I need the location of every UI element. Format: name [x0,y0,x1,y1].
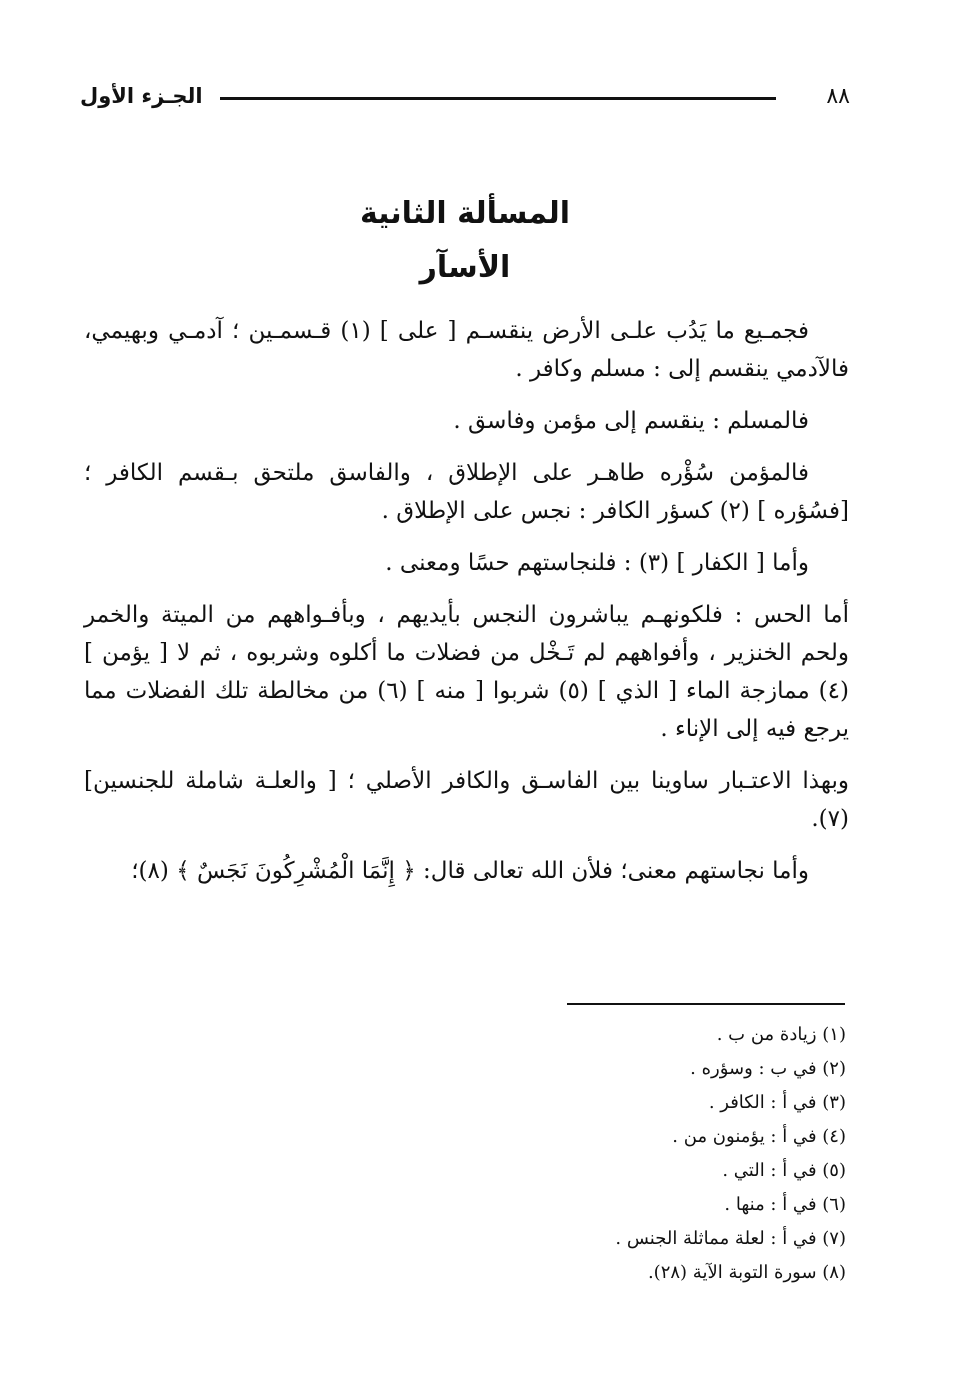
paragraph: وبهذا الاعتـبار ساوينا بين الفاسـق والكافر الأصلي ؛ [ والعلـة شاملة للجنسين] (٧). [84,768,849,832]
page-number: ٨٨ [826,84,850,109]
running-title: الجـزء الأول [80,84,203,108]
footnote: (٤) في أ : يؤمنون من . [672,1126,846,1147]
footnote: (٦) في أ : منها . [724,1194,846,1215]
footnote: (٣) في أ : الكافر . [708,1092,846,1113]
paragraph: فالمؤمن سُؤْره طاهـر على الإطلاق ، والفاسق ملتحق بـقسم الكافر ؛ [فسُؤره ] (٢) كسؤر الكافر : نجس على الإطلاق . [84,460,849,524]
section-title: المسألة الثانية [359,196,571,231]
page-header [80,80,850,116]
paragraph: أما الحس : فلكونهـم يباشرون النجس بأيديهم ، وبأفـواههم من الميتة والخمر ولحم الخنزير ، وأفواههم لم تَـخْل من فضلات ما أكلوه وشربوه ، ثم لا [ يؤمن ] (٤) ممازجة الماء [ الذي ] (٥) شربوا [ منه ] (٦) من مخالطة تلك الفضلات مما يرجع فيه إلى الإناء . [84,602,850,742]
footnote: (٧) في أ : لعلة مماثلة الجنس . [615,1228,846,1249]
footnote-divider [567,1003,845,1005]
paragraph: فالمسلم : ينقسم إلى مؤمن وفاسق . [453,408,809,434]
paragraph: وأما نجاستهم معنى؛ فلأن الله تعالى قال: ﴿ إِنَّمَا الْمُشْرِكُونَ نَجَسٌ ﴾ (٨)؛ [131,858,809,884]
header-rule [220,97,776,100]
footnote: (٢) في ب : وسؤره . [690,1058,846,1079]
paragraph: وأما [ الكفار ] (٣) : فلنجاستهم حسًا ومعنى . [385,550,809,576]
paragraph: فجمـيع ما يَدُب علـى الأرض ينقسـم [ على ] (١) قـسمـين ؛ آدمـي وبهيمي، فالآدمي ينقسم إلى : مسلم وكافر . [84,318,849,382]
footnote: (٥) في أ : التي . [722,1160,846,1181]
section-subtitle: الأسآر [419,250,511,285]
section-heading [80,192,850,290]
footnote: (١) زيادة من ب . [716,1024,846,1045]
body-text [84,312,849,904]
footnote: (٨) سورة التوبة الآية (٢٨). [647,1262,846,1283]
footnotes [346,1018,846,1290]
